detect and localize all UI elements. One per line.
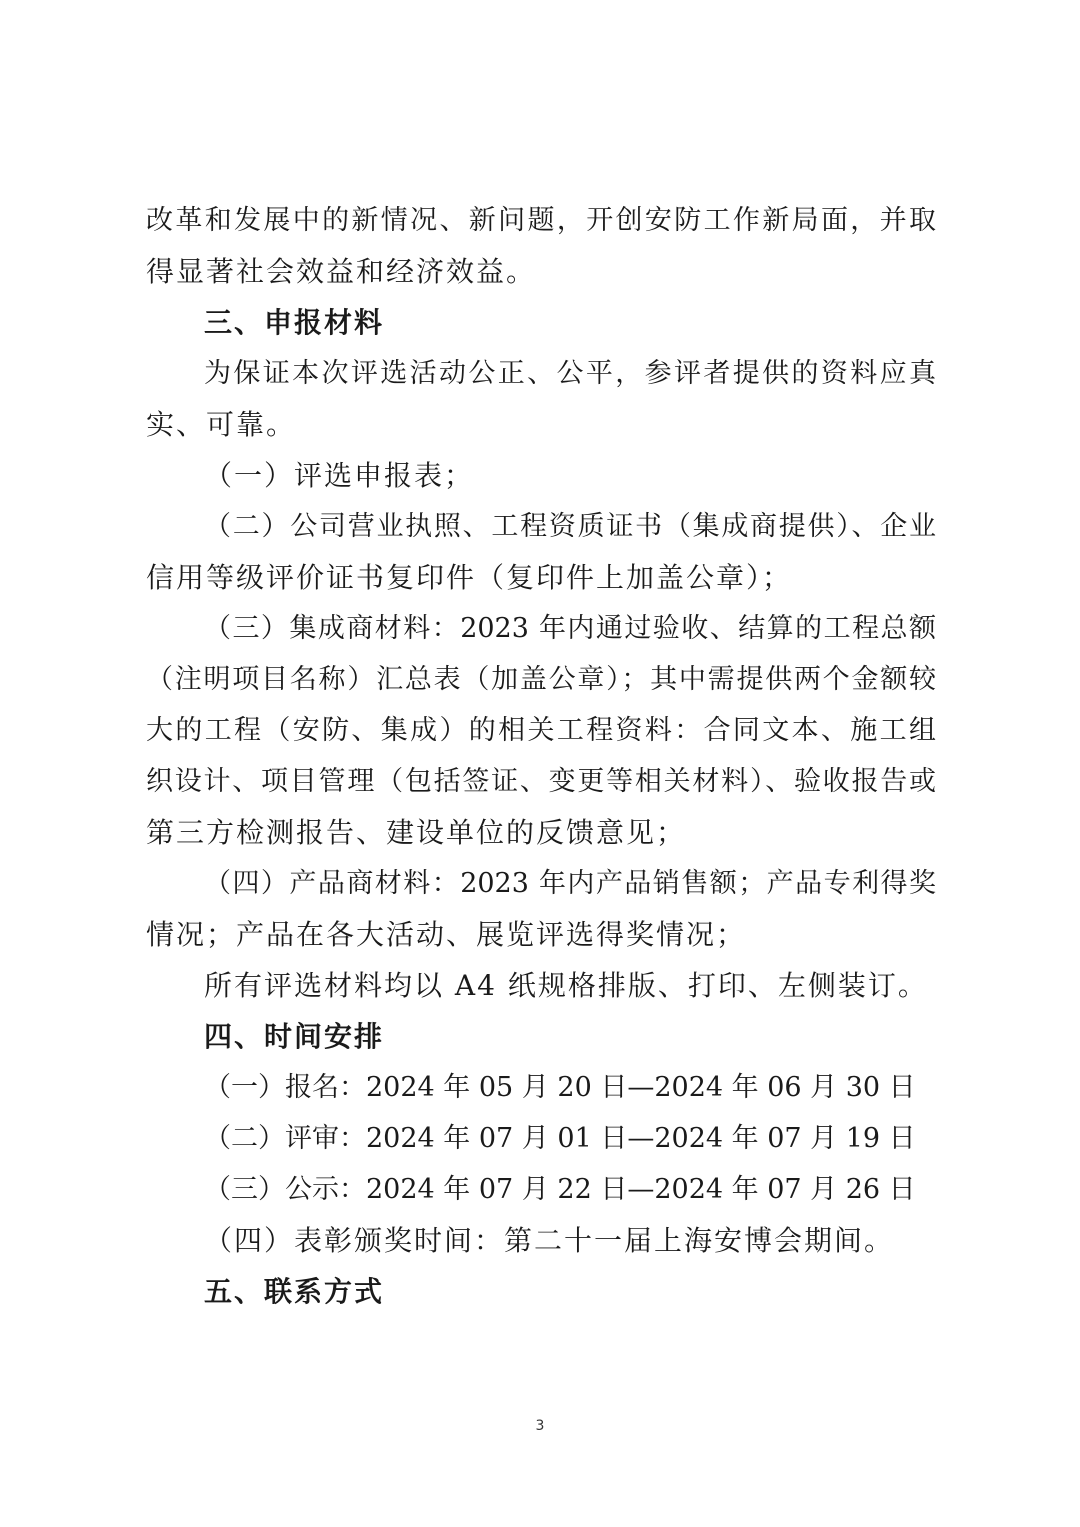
page-number: 3	[535, 1418, 545, 1434]
section-heading-materials: 三、申报材料	[204, 306, 385, 339]
schedule-item: （三）公示：2024 年 07 月 22 日—2024 年 07 月 26 日	[204, 1174, 916, 1205]
paragraph-line: 情况；产品在各大活动、展览评选得奖情况；	[146, 918, 747, 951]
paragraph-line: （注明项目名称）汇总表（加盖公章）；其中需提供两个金额较	[146, 664, 936, 695]
paragraph-line: 第三方检测报告、建设单位的反馈意见；	[146, 816, 687, 849]
section-heading-contact: 五、联系方式	[204, 1275, 385, 1308]
paragraph-line: 为保证本次评选活动公正、公平，参评者提供的资料应真	[204, 358, 936, 389]
paragraph-line: 信用等级评价证书复印件（复印件上加盖公章）；	[146, 561, 793, 594]
paragraph-line: 实、可靠。	[146, 408, 297, 441]
schedule-item: （四）表彰颁奖时间：第二十一届上海安博会期间。	[204, 1224, 895, 1257]
paragraph-line: 大的工程（安防、集成）的相关工程资料：合同文本、施工组	[146, 715, 936, 746]
list-item: （二）公司营业执照、工程资质证书（集成商提供）、企业	[204, 511, 936, 542]
paragraph-line: 织设计、项目管理（包括签证、变更等相关材料）、验收报告或	[146, 766, 936, 797]
schedule-item: （一）报名：2024 年 05 月 20 日—2024 年 06 月 30 日	[204, 1072, 916, 1103]
list-item: （三）集成商材料：2023 年内通过验收、结算的工程总额	[204, 613, 936, 644]
section-heading-schedule: 四、时间安排	[204, 1020, 385, 1053]
paragraph-line: 得显著社会效益和经济效益。	[146, 255, 537, 288]
paragraph-line: 所有评选材料均以 A4 纸规格排版、打印、左侧装订。	[204, 969, 928, 1002]
schedule-item: （二）评审：2024 年 07 月 01 日—2024 年 07 月 19 日	[204, 1123, 916, 1154]
paragraph-line: 改革和发展中的新情况、新问题，开创安防工作新局面，并取	[146, 205, 936, 236]
list-item: （四）产品商材料：2023 年内产品销售额；产品专利得奖	[204, 868, 936, 899]
list-item: （一）评选申报表；	[204, 459, 475, 492]
